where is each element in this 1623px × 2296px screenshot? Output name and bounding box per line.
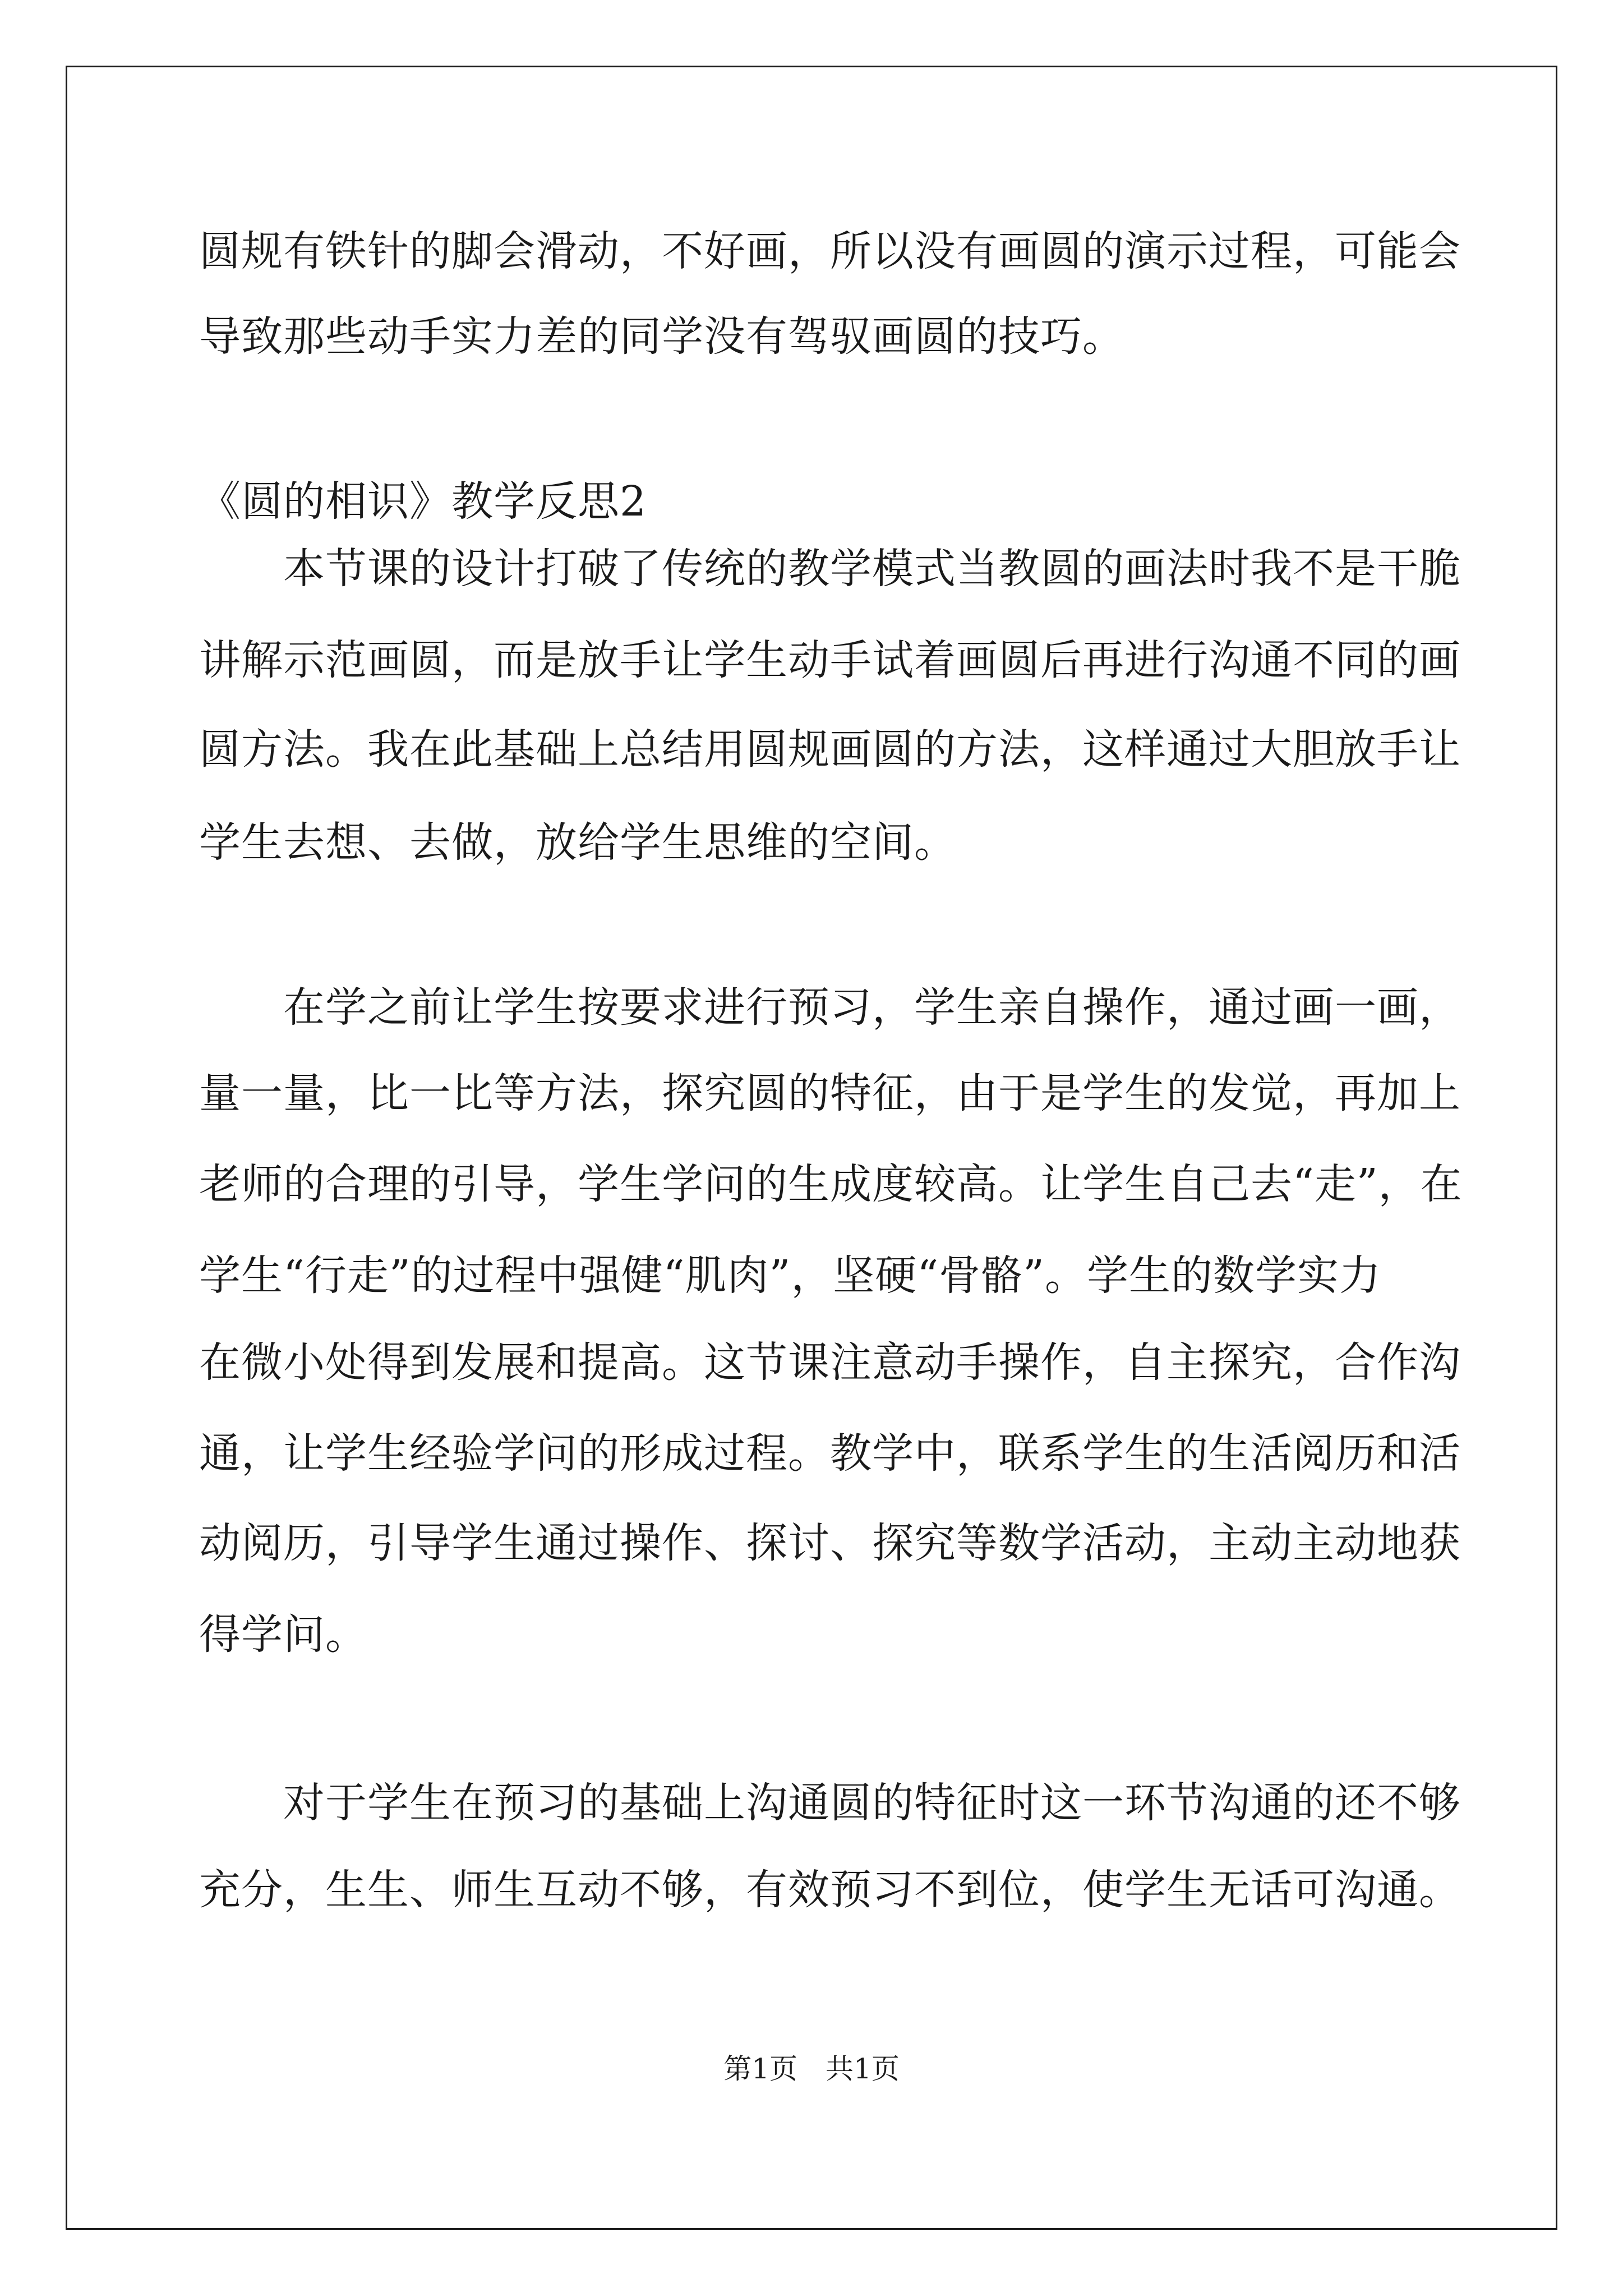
paragraph-2-line-3: 圆方法。我在此基础上总结用圆规画圆的方法，这样通过大胆放手让 [199,725,1461,774]
section-heading: 《圆的相识》教学反思2 [199,477,647,526]
paragraph-3-line-8: 得学问。 [199,1611,367,1659]
paragraph-1-line-2: 导致那些动手实力差的同学没有驾驭画圆的技巧。 [199,312,1124,361]
paragraph-2-line-4: 学生去想、去做，放给学生思维的空间。 [199,818,956,867]
paragraph-3-line-1: 在学之前让学生按要求进行预习，学生亲自操作，通过画一画， [199,983,1461,1032]
paragraph-3-line-3: 老师的合理的引导，学生学问的生成度较高。让学生自己去“走”，在 [199,1160,1463,1208]
paragraph-3-line-6: 通，让学生经验学问的形成过程。教学中，联系学生的生活阅历和活 [199,1429,1461,1478]
paragraph-4-line-1: 对于学生在预习的基础上沟通圆的特征时这一环节沟通的还不够 [199,1779,1461,1827]
paragraph-2-line-1: 本节课的设计打破了传统的教学模式当教圆的画法时我不是干脆 [199,545,1461,593]
paragraph-3-line-2: 量一量，比一比等方法，探究圆的特征，由于是学生的发觉，再加上 [199,1069,1461,1117]
paragraph-3-line-4: 学生“行走”的过程中强健“肌肉”，坚硬“骨骼”。学生的数学实力 [199,1251,1381,1300]
paragraph-1-line-1: 圆规有铁针的脚会滑动，不好画，所以没有画圆的演示过程，可能会 [199,227,1461,275]
paragraph-4-line-2: 充分，生生、师生互动不够，有效预习不到位，使学生无话可沟通。 [199,1866,1461,1914]
paragraph-3-line-5: 在微小处得到发展和提高。这节课注意动手操作，自主探究，合作沟 [199,1338,1461,1387]
paragraph-2-line-2: 讲解示范画圆，而是放手让学生动手试着画圆后再进行沟通不同的画 [199,636,1461,684]
paragraph-3-line-7: 动阅历，引导学生通过操作、探讨、探究等数学活动，主动主动地获 [199,1519,1461,1567]
page-number-footer: 第1页 共1页 [723,2053,900,2085]
